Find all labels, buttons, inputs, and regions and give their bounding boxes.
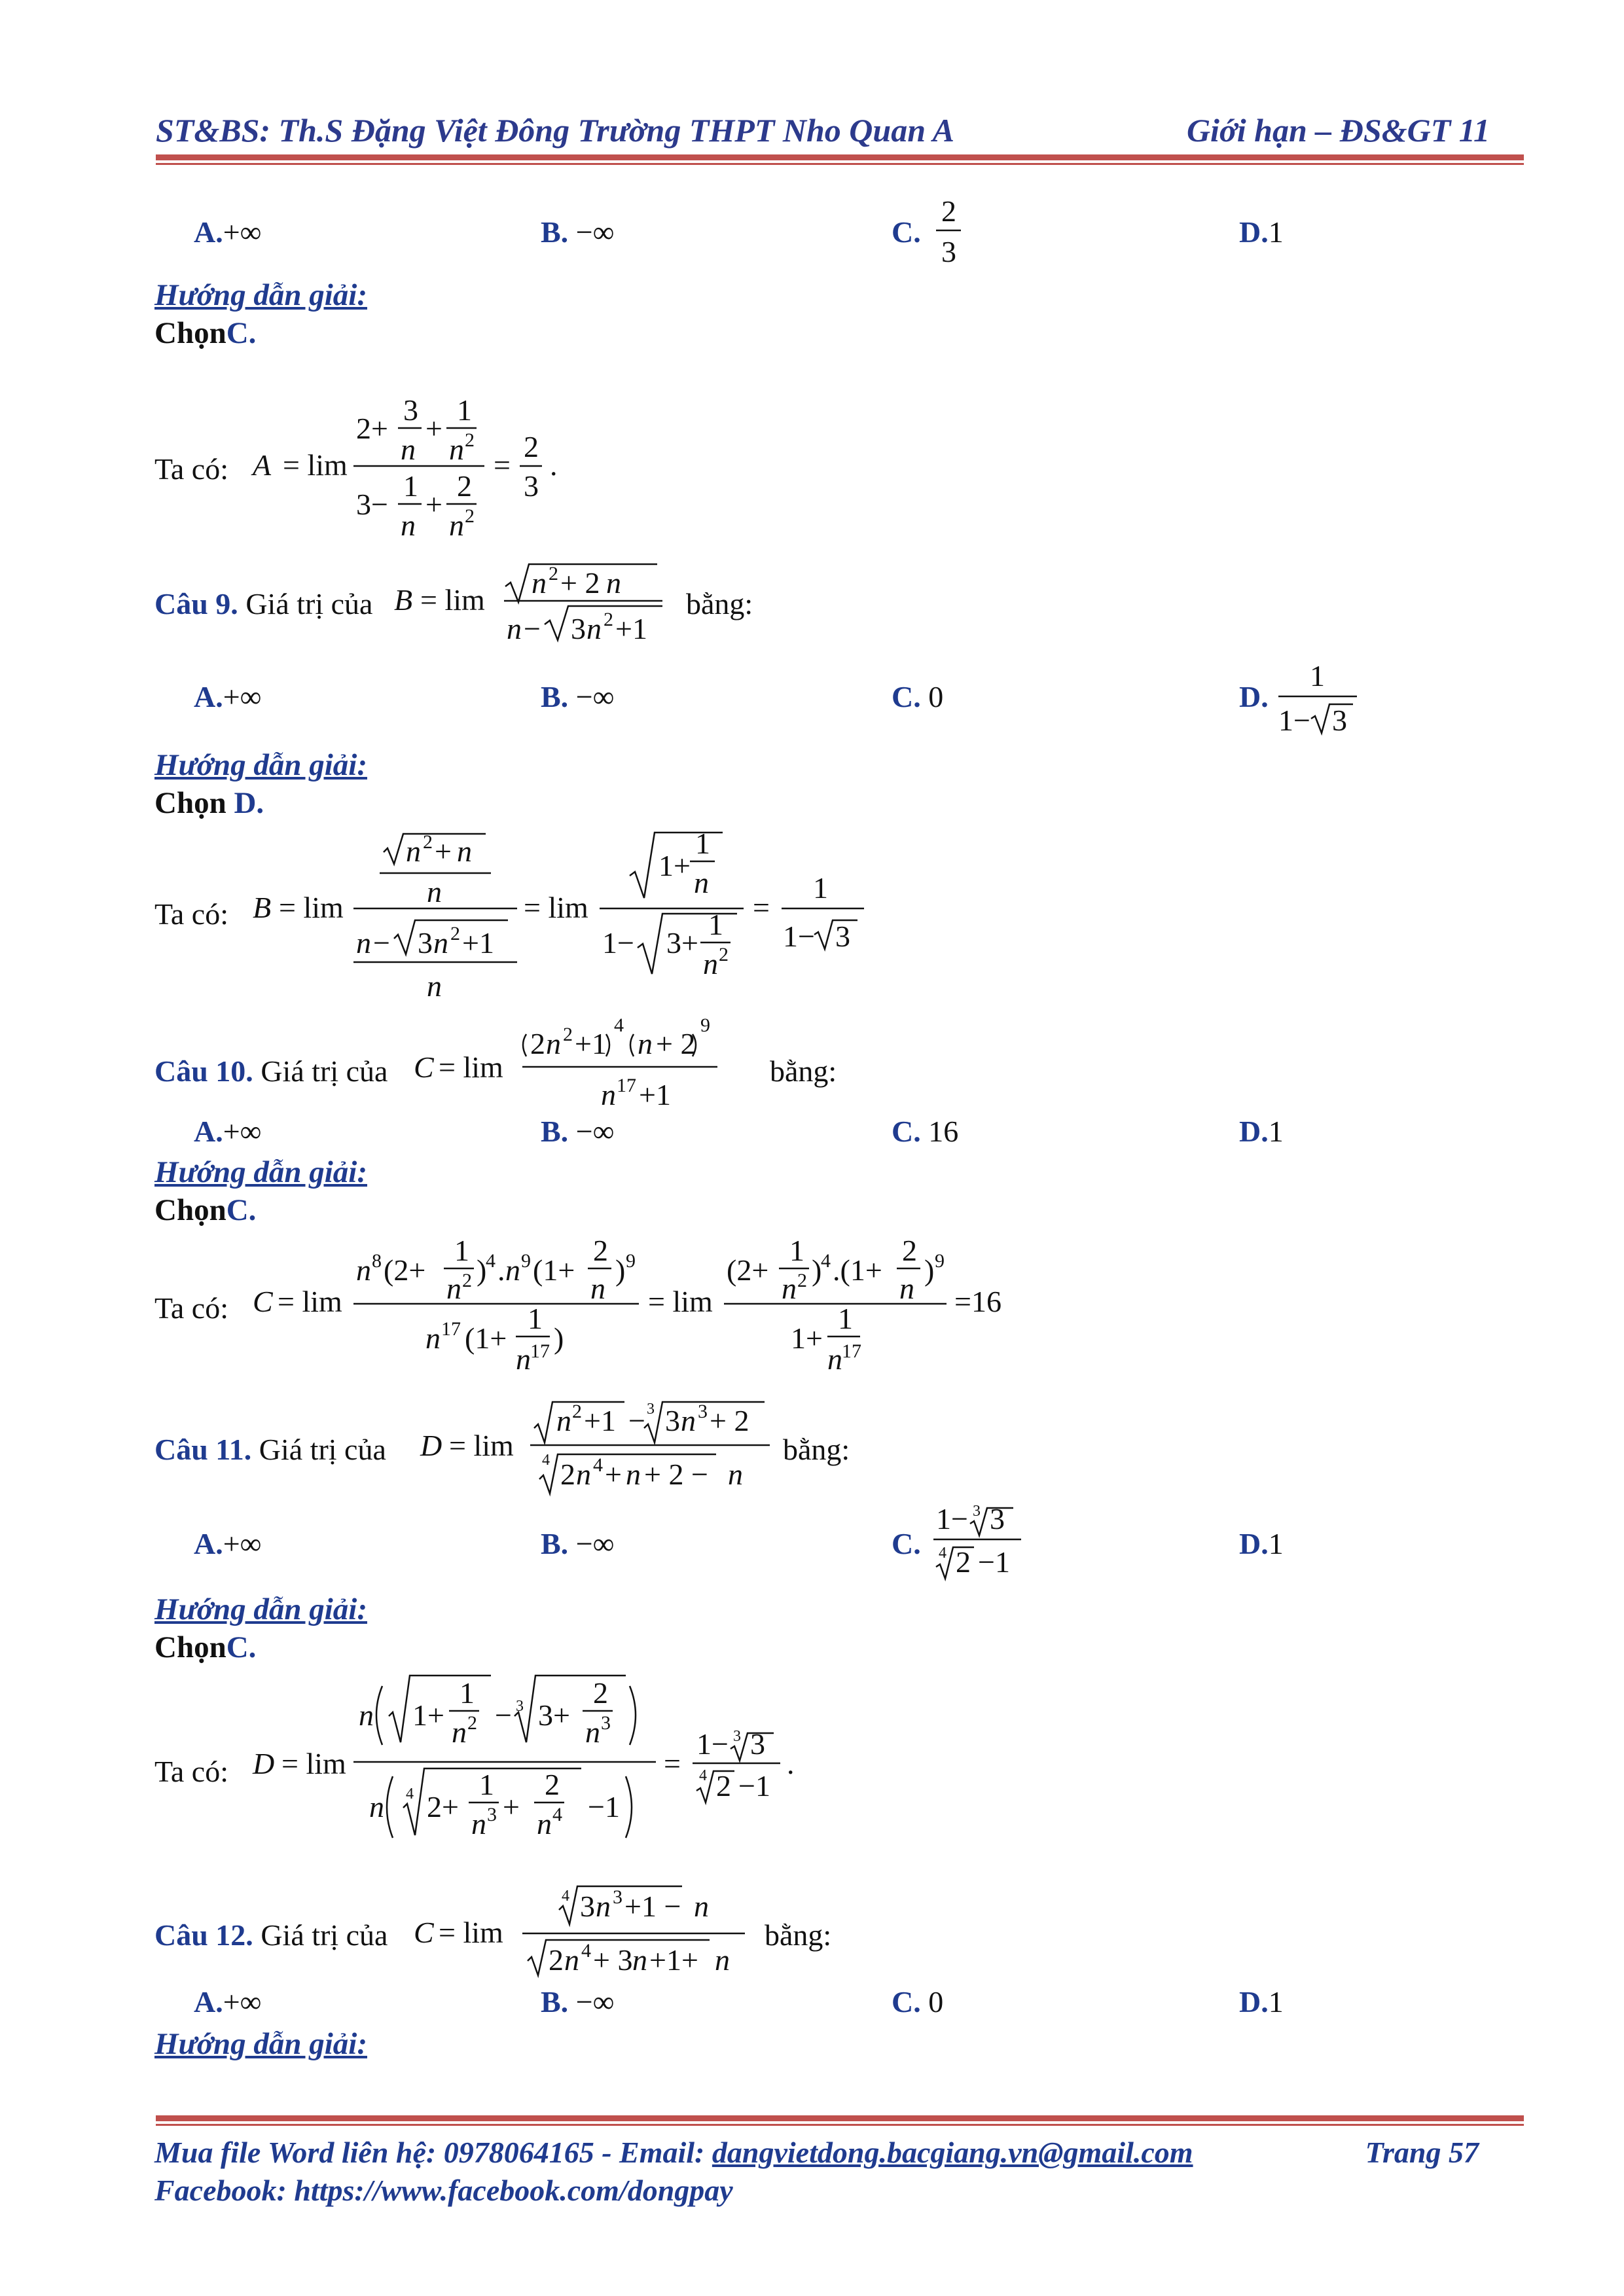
svg-text:n: n <box>433 926 448 960</box>
svg-text:(2+: (2+ <box>727 1253 769 1287</box>
svg-text:1: 1 <box>528 1302 543 1335</box>
svg-text:n: n <box>427 875 442 908</box>
q9-bang: bằng: <box>686 587 753 620</box>
svg-text:8: 8 <box>372 1250 382 1272</box>
svg-text:D: D <box>420 1429 442 1462</box>
q9-choice: Chọn D. <box>154 786 264 820</box>
svg-text:2: 2 <box>524 430 539 463</box>
q8-taco: Ta có: <box>154 452 229 486</box>
svg-text:−: − <box>524 612 541 645</box>
svg-text:3: 3 <box>835 920 850 953</box>
svg-text:n: n <box>425 1321 441 1355</box>
svg-text:= lim: = lim <box>524 891 588 924</box>
q12-bang: bằng: <box>765 1918 832 1952</box>
svg-text:n: n <box>590 1272 605 1305</box>
svg-text:2: 2 <box>604 609 613 630</box>
svg-text:3: 3 <box>403 393 418 427</box>
svg-text:): ) <box>477 1253 487 1287</box>
q10-solution-formula <box>249 1230 1034 1401</box>
header-subject: Giới hạn – ĐS&GT 11 <box>1186 112 1490 149</box>
svg-text:17: 17 <box>530 1340 550 1362</box>
svg-text:n: n <box>356 926 371 960</box>
svg-text:+: + <box>605 1458 622 1491</box>
svg-text:3: 3 <box>973 1503 981 1520</box>
svg-text:4: 4 <box>593 1454 603 1476</box>
svg-text:+: + <box>425 488 442 521</box>
svg-text:4: 4 <box>406 1785 414 1803</box>
svg-text:1: 1 <box>460 1676 475 1710</box>
q9-answer-b: B. −∞ <box>541 680 615 713</box>
svg-text:n: n <box>638 1027 653 1060</box>
svg-text:n: n <box>681 1404 696 1437</box>
svg-text:n: n <box>449 433 464 466</box>
svg-text:A: A <box>253 448 272 482</box>
svg-text:+1+: +1+ <box>649 1943 698 1977</box>
svg-text:1+: 1+ <box>791 1321 823 1355</box>
svg-text:3: 3 <box>941 235 956 268</box>
svg-text:3: 3 <box>571 612 586 645</box>
svg-text:+1: +1 <box>575 1027 607 1060</box>
svg-text:4: 4 <box>614 1014 624 1036</box>
svg-text:2: 2 <box>462 1270 472 1291</box>
svg-text:=: = <box>494 448 511 482</box>
svg-text:3: 3 <box>418 926 433 960</box>
svg-text:1: 1 <box>1310 659 1325 692</box>
svg-text:C: C <box>414 1050 434 1084</box>
svg-text:n: n <box>694 1890 709 1923</box>
q10-formula <box>412 1014 779 1126</box>
svg-text:3: 3 <box>580 1890 595 1923</box>
q11-label: Câu 11. Giá trị của <box>154 1433 386 1466</box>
svg-text:.(1+: .(1+ <box>833 1253 882 1287</box>
svg-text:n: n <box>507 612 522 645</box>
header-title: ST&BS: Th.S Đặng Việt Đông Trường THPT Nho Quan A <box>156 112 954 149</box>
svg-text:3+: 3+ <box>538 1698 570 1732</box>
q9-answer-d-fraction <box>1273 660 1365 745</box>
q10-choice: ChọnC. <box>154 1193 257 1227</box>
q11-choice: ChọnC. <box>154 1630 257 1664</box>
svg-text:= lim: = lim <box>283 448 348 482</box>
q12-formula <box>412 1877 753 1988</box>
svg-text:1: 1 <box>454 1234 469 1267</box>
svg-text:= lim: = lim <box>439 1050 503 1084</box>
q8-hint-heading: Hướng dẫn giải: <box>154 278 367 312</box>
svg-text:9: 9 <box>935 1250 945 1272</box>
svg-text:9: 9 <box>626 1250 636 1272</box>
svg-text:1: 1 <box>457 393 472 427</box>
svg-text:= lim: = lim <box>420 583 485 617</box>
svg-text:2: 2 <box>593 1676 608 1710</box>
svg-text:n: n <box>427 969 442 1003</box>
footer-page-number: Trang 57 <box>1365 2136 1479 2169</box>
svg-text:2: 2 <box>716 1769 731 1803</box>
svg-text:+ 2: + 2 <box>656 1027 696 1060</box>
svg-text:2: 2 <box>560 1458 575 1491</box>
svg-text:3: 3 <box>516 1698 524 1715</box>
svg-text:): ) <box>615 1253 626 1287</box>
svg-text:+1: +1 <box>615 612 647 645</box>
svg-text:4: 4 <box>939 1545 947 1562</box>
q10-answer-c: C. 16 <box>892 1115 959 1148</box>
q11-hint-heading: Hướng dẫn giải: <box>154 1592 367 1626</box>
q8-answer-d: D.1 <box>1239 215 1284 249</box>
svg-text:2: 2 <box>457 469 472 503</box>
svg-text:3: 3 <box>750 1727 765 1761</box>
svg-text:): ) <box>812 1253 822 1287</box>
q12-answer-b: B. −∞ <box>541 1985 615 2018</box>
svg-text:n: n <box>626 1458 641 1491</box>
svg-text:−: − <box>373 926 390 960</box>
q8-answer-b: B. −∞ <box>541 215 615 249</box>
q10-taco: Ta có: <box>154 1291 229 1325</box>
svg-text:= lim: = lim <box>439 1916 503 1949</box>
svg-text:=: = <box>753 891 770 924</box>
svg-text:2: 2 <box>465 505 475 527</box>
svg-text:3: 3 <box>698 1401 708 1422</box>
svg-text:n: n <box>827 1342 842 1376</box>
svg-text:2: 2 <box>593 1234 608 1267</box>
svg-text:2: 2 <box>956 1545 971 1579</box>
svg-text:n: n <box>546 1027 561 1060</box>
svg-text:3: 3 <box>487 1804 497 1825</box>
svg-text:4: 4 <box>562 1888 569 1905</box>
svg-text:2: 2 <box>941 194 956 228</box>
svg-text:1+: 1+ <box>659 849 691 882</box>
svg-text:(1+: (1+ <box>533 1253 575 1287</box>
svg-text:2: 2 <box>563 1024 573 1045</box>
svg-text:2: 2 <box>719 944 729 965</box>
svg-text:3: 3 <box>524 469 539 503</box>
svg-text:n: n <box>703 947 718 980</box>
svg-text:3+: 3+ <box>666 926 698 960</box>
svg-text:n: n <box>401 433 416 466</box>
svg-text:D: D <box>253 1747 275 1780</box>
svg-text:n: n <box>632 1943 647 1977</box>
svg-text:n: n <box>782 1272 797 1305</box>
svg-text:1−: 1− <box>783 920 815 953</box>
svg-text:9: 9 <box>521 1250 531 1272</box>
svg-text:2: 2 <box>423 831 433 853</box>
q9-label: Câu 9. Giá trị của <box>154 587 373 620</box>
footer-facebook[interactable]: Facebook: https://www.facebook.com/dongpay <box>154 2174 733 2207</box>
svg-text:1−: 1− <box>696 1727 729 1761</box>
svg-text:n: n <box>899 1272 914 1305</box>
footer-contact: Mua file Word liên hệ: 0978064165 - Email: dangvietdong.bacgiang.vn@gmail.com <box>154 2136 1193 2169</box>
svg-text:(2+: (2+ <box>384 1253 426 1287</box>
svg-text:1: 1 <box>708 908 723 941</box>
q11-bang: bằng: <box>783 1433 850 1466</box>
svg-text:n: n <box>471 1807 486 1840</box>
svg-text:3: 3 <box>613 1886 623 1908</box>
svg-text:B: B <box>253 891 272 924</box>
svg-text:n: n <box>457 834 472 868</box>
footer-rule <box>156 2115 1524 2121</box>
svg-text:n: n <box>576 1458 591 1491</box>
svg-text:= lim: = lim <box>648 1285 713 1318</box>
svg-text:1−: 1− <box>936 1502 968 1535</box>
svg-text:n: n <box>516 1342 531 1376</box>
svg-text:): ) <box>554 1321 564 1355</box>
svg-text:2: 2 <box>549 1943 564 1977</box>
svg-text:2: 2 <box>530 1027 545 1060</box>
svg-text:n: n <box>449 509 464 542</box>
svg-text:2+: 2+ <box>356 412 388 445</box>
svg-text:n: n <box>452 1715 467 1749</box>
svg-text:3−: 3− <box>356 488 388 521</box>
svg-text:= lim: = lim <box>281 1747 346 1780</box>
svg-text:n: n <box>446 1272 461 1305</box>
svg-text:4: 4 <box>581 1940 591 1962</box>
svg-text:n: n <box>359 1698 374 1732</box>
svg-text:+ 3: + 3 <box>593 1943 633 1977</box>
svg-text:2+: 2+ <box>427 1790 459 1823</box>
svg-text:2: 2 <box>797 1270 807 1291</box>
q9-answer-d: D. <box>1239 680 1269 713</box>
svg-text:3: 3 <box>1332 704 1347 737</box>
svg-text:−1: −1 <box>738 1769 770 1803</box>
svg-text:n: n <box>694 866 709 899</box>
svg-text:+ 2: + 2 <box>710 1404 749 1437</box>
svg-text:1: 1 <box>813 871 828 905</box>
svg-text:B: B <box>394 583 413 617</box>
q8-choice: ChọnC. <box>154 316 257 350</box>
svg-text:2: 2 <box>549 563 558 584</box>
svg-text:n: n <box>715 1943 730 1977</box>
svg-text:4: 4 <box>542 1452 550 1469</box>
svg-text:=: = <box>664 1747 681 1780</box>
svg-text:.: . <box>550 448 558 482</box>
q11-answer-d: D.1 <box>1239 1527 1284 1560</box>
q12-answer-d: D.1 <box>1239 1985 1284 2018</box>
q9-answer-c: C. 0 <box>892 680 944 713</box>
svg-text:+1: +1 <box>639 1078 671 1111</box>
svg-text:4: 4 <box>699 1767 707 1784</box>
svg-text:.: . <box>787 1747 795 1780</box>
svg-text:1: 1 <box>789 1234 804 1267</box>
svg-text:2: 2 <box>902 1234 917 1267</box>
q11-answer-c: C. <box>892 1527 921 1560</box>
q11-answer-b: B. −∞ <box>541 1527 615 1560</box>
svg-text:n: n <box>606 566 621 600</box>
q11-taco: Ta có: <box>154 1755 229 1788</box>
q9-hint-heading: Hướng dẫn giải: <box>154 748 367 782</box>
svg-text:): ) <box>924 1253 935 1287</box>
svg-text:(1+: (1+ <box>465 1321 507 1355</box>
svg-text:+ 2: + 2 <box>560 566 600 600</box>
header-rule-thin <box>156 163 1524 165</box>
svg-text:3: 3 <box>601 1712 611 1734</box>
svg-text:n: n <box>596 1890 611 1923</box>
svg-text:n: n <box>369 1790 384 1823</box>
q11-answer-c-fraction <box>929 1499 1034 1590</box>
svg-text:1: 1 <box>403 469 418 503</box>
svg-text:2: 2 <box>545 1768 560 1801</box>
svg-text:17: 17 <box>617 1075 636 1096</box>
svg-text:1−: 1− <box>1278 704 1310 737</box>
svg-text:−1: −1 <box>978 1545 1010 1579</box>
svg-text:.: . <box>497 1253 505 1287</box>
svg-text:17: 17 <box>441 1318 461 1340</box>
svg-text:3: 3 <box>665 1404 680 1437</box>
svg-text:+ 2 −: + 2 − <box>644 1458 708 1491</box>
q11-solution-formula <box>249 1662 799 1885</box>
svg-text:n: n <box>556 1404 571 1437</box>
svg-text:= lim: = lim <box>278 1285 342 1318</box>
svg-text:3: 3 <box>990 1502 1005 1535</box>
svg-text:+: + <box>425 412 442 445</box>
svg-text:C: C <box>414 1916 434 1949</box>
q10-label: Câu 10. Giá trị của <box>154 1054 388 1088</box>
svg-text:= lim: = lim <box>449 1429 514 1462</box>
q9-answer-a: A.+∞ <box>194 680 262 713</box>
q12-answer-c: C. 0 <box>892 1985 944 2018</box>
svg-text:n: n <box>585 1715 600 1749</box>
svg-text:+1 −: +1 − <box>624 1890 681 1923</box>
svg-text:n: n <box>586 612 602 645</box>
svg-text:−: − <box>495 1698 512 1732</box>
q9-solution-formula <box>249 825 877 1014</box>
svg-text:17: 17 <box>842 1340 861 1362</box>
svg-text:4: 4 <box>552 1804 562 1825</box>
svg-text:+: + <box>503 1790 520 1823</box>
q10-answer-b: B. −∞ <box>541 1115 615 1148</box>
q11-answer-a: A.+∞ <box>194 1527 262 1560</box>
q12-label: Câu 12. Giá trị của <box>154 1918 388 1952</box>
q8-answer-c: C. <box>892 215 921 249</box>
svg-text:−: − <box>628 1404 645 1437</box>
q10-bang: bằng: <box>770 1054 837 1088</box>
q10-answer-d: D.1 <box>1239 1115 1284 1148</box>
svg-text:2: 2 <box>572 1401 582 1422</box>
q9-taco: Ta có: <box>154 897 229 931</box>
svg-text:−1: −1 <box>588 1790 620 1823</box>
svg-text:9: 9 <box>700 1014 710 1036</box>
svg-text:n: n <box>532 566 547 600</box>
footer-email-link[interactable]: dangvietdong.bacgiang.vn@gmail.com <box>712 2136 1193 2169</box>
q12-answer-a: A.+∞ <box>194 1985 262 2018</box>
svg-text:n: n <box>728 1458 743 1491</box>
svg-text:1: 1 <box>838 1302 853 1335</box>
svg-text:3: 3 <box>733 1728 741 1745</box>
svg-text:n: n <box>537 1807 552 1840</box>
svg-text:1−: 1− <box>602 926 634 960</box>
svg-text:1+: 1+ <box>412 1698 444 1732</box>
q11-formula <box>419 1388 785 1505</box>
svg-text:+: + <box>435 834 452 868</box>
q8-answer-a: A.+∞ <box>194 215 262 249</box>
svg-text:1: 1 <box>479 1768 494 1801</box>
svg-text:n: n <box>356 1253 371 1287</box>
q8-solution-formula <box>249 386 589 556</box>
svg-text:n: n <box>505 1253 520 1287</box>
svg-text:= lim: = lim <box>279 891 344 924</box>
svg-text:n: n <box>564 1943 579 1977</box>
q12-hint-heading: Hướng dẫn giải: <box>154 2027 367 2061</box>
svg-text:2: 2 <box>450 923 460 944</box>
footer-rule-thin <box>156 2124 1524 2126</box>
svg-text:n: n <box>401 509 416 542</box>
svg-text:1: 1 <box>695 827 710 860</box>
svg-text:=16: =16 <box>954 1285 1001 1318</box>
q10-hint-heading: Hướng dẫn giải: <box>154 1155 367 1189</box>
header-rule <box>156 154 1524 160</box>
svg-text:2: 2 <box>465 429 475 451</box>
svg-text:2: 2 <box>467 1712 477 1734</box>
svg-text:+1: +1 <box>462 926 494 960</box>
q8-answer-c-fraction <box>929 190 969 275</box>
svg-text:C: C <box>253 1285 273 1318</box>
svg-text:4: 4 <box>486 1250 496 1272</box>
svg-text:4: 4 <box>821 1250 831 1272</box>
svg-text:+1: +1 <box>584 1404 616 1437</box>
svg-text:3: 3 <box>647 1401 655 1418</box>
q9-formula <box>393 556 681 668</box>
svg-text:n: n <box>406 834 421 868</box>
q10-answer-a: A.+∞ <box>194 1115 262 1148</box>
svg-text:n: n <box>601 1078 616 1111</box>
